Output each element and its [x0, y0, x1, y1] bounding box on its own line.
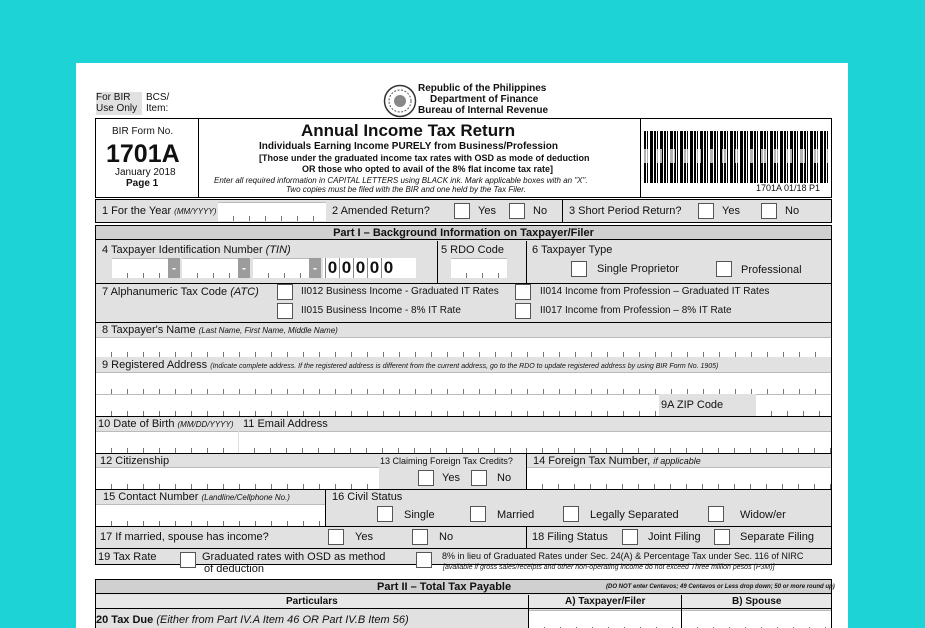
tin-separator: -	[168, 258, 180, 278]
foreign-tin-hint: if applicable	[653, 456, 701, 466]
address-input-line-2[interactable]	[96, 394, 659, 416]
form-date: January 2018	[115, 167, 176, 178]
separate-filing-label: Separate Filing	[740, 531, 814, 543]
contact-label: 15 Contact Number	[103, 491, 199, 503]
form-subtitle: Individuals Earning Income PURELY from Business/Profession	[259, 141, 558, 152]
tin-label: 4 Taxpayer Identification Number	[102, 244, 263, 256]
spouse-income-label: 17 If married, spouse has income?	[100, 531, 269, 543]
separated-checkbox[interactable]	[563, 506, 579, 522]
republic-text: Republic of the Philippines	[418, 83, 547, 94]
foreign-credit-no-label: No	[497, 472, 512, 484]
atc-ii017-label: II017 Income from Profession – 8% IT Rate	[540, 305, 732, 316]
short-period-label: 3 Short Period Return?	[569, 205, 682, 217]
tax-due-label: 20 Tax Due	[96, 614, 154, 626]
department-text: Department of Finance	[430, 94, 539, 105]
tin-part-1[interactable]	[112, 258, 168, 278]
part-2-title: Part II – Total Tax Payable	[377, 581, 512, 593]
single-proprietor-label: Single Proprietor	[597, 263, 679, 275]
spouse-income-no-label: No	[439, 531, 454, 543]
taxpayer-type-label: 6 Taxpayer Type	[532, 244, 613, 256]
single-checkbox[interactable]	[377, 506, 393, 522]
year-input[interactable]	[218, 202, 326, 221]
tin-branch-code[interactable]	[323, 258, 416, 278]
rdo-input[interactable]	[451, 258, 507, 278]
name-input[interactable]	[96, 337, 831, 357]
widow-checkbox[interactable]	[708, 506, 724, 522]
atc-ii014-label: II014 Income from Profession – Graduated IT Rates	[540, 286, 770, 297]
part-1-title: Part I – Background Information on Taxpayer/Filer	[96, 226, 831, 240]
dob-hint: (MM/DD/YYYY)	[177, 420, 234, 429]
contact-input[interactable]	[96, 504, 325, 526]
tin-branch-digit: 0	[367, 258, 381, 278]
filing-status-label: 18 Filing Status	[532, 531, 608, 543]
barcode-code: 1701A 01/18 P1	[756, 183, 821, 193]
tin-separator: -	[309, 258, 321, 278]
spouse-income-yes-checkbox[interactable]	[328, 529, 344, 545]
tin-hint: (TIN)	[265, 244, 291, 256]
row-items-1-3	[95, 199, 832, 223]
address-hint: (Indicate complete address. If the registered address is different from the current address, go to the RDO to update registered address by using BIR Form No. 1905)	[210, 363, 719, 370]
bcs-label: BCS/ Item:	[146, 92, 170, 114]
taxpayer-column-header: A) Taxpayer/Filer	[565, 596, 646, 607]
bir-seal-icon	[383, 84, 417, 118]
form-note-2: OR those who opted to avail of the 8% flat income tax rate]	[302, 164, 554, 174]
tin-branch-digit: 0	[381, 258, 395, 278]
zip-input[interactable]	[756, 394, 831, 416]
atc-ii015-checkbox[interactable]	[277, 303, 293, 319]
graduated-rates-label-2: of deduction	[204, 563, 264, 575]
spouse-income-no-checkbox[interactable]	[412, 529, 428, 545]
joint-filing-checkbox[interactable]	[622, 529, 638, 545]
atc-hint: (ATC)	[230, 286, 259, 298]
tin-branch-digit: 0	[325, 258, 339, 278]
eight-percent-checkbox[interactable]	[416, 552, 432, 568]
tin-branch-digit: 0	[353, 258, 367, 278]
form-instruction-1: Enter all required information in CAPITAL LETTERS using BLACK ink. Mark applicable boxes with an "X".	[214, 176, 588, 185]
amended-no-checkbox[interactable]	[509, 203, 525, 219]
form-title-block	[95, 118, 832, 198]
tin-part-2[interactable]	[182, 258, 238, 278]
form-note-1: [Those under the graduated income tax rates with OSD as mode of deduction	[259, 153, 590, 163]
tax-due-spouse-input[interactable]	[682, 610, 831, 628]
spouse-income-yes-label: Yes	[355, 531, 373, 543]
atc-ii012-label: II012 Business Income - Graduated IT Rates	[301, 286, 499, 297]
name-hint: (Last Name, First Name, Middle Name)	[198, 326, 338, 335]
name-label: 8 Taxpayer's Name	[102, 324, 196, 336]
married-label: Married	[497, 509, 535, 521]
address-label: 9 Registered Address	[102, 359, 208, 371]
professional-label: Professional	[741, 264, 802, 276]
separated-label: Legally Separated	[590, 509, 679, 521]
email-input[interactable]	[239, 431, 831, 453]
amended-label: 2 Amended Return?	[332, 205, 430, 217]
tin-part-3[interactable]	[253, 258, 309, 278]
foreign-credit-no-checkbox[interactable]	[471, 470, 487, 486]
graduated-rates-label-1: Graduated rates with OSD as method	[202, 551, 386, 563]
zip-label: 9A ZIP Code	[661, 399, 724, 411]
single-proprietor-checkbox[interactable]	[571, 261, 587, 277]
atc-ii014-checkbox[interactable]	[515, 284, 531, 300]
short-period-yes-label: Yes	[722, 205, 740, 217]
citizenship-input[interactable]	[96, 467, 379, 489]
single-label: Single	[404, 509, 435, 521]
amended-yes-checkbox[interactable]	[454, 203, 470, 219]
citizenship-label: 12 Citizenship	[100, 455, 170, 467]
short-period-no-label: No	[785, 205, 800, 217]
part-2-note: (DO NOT enter Centavos; 49 Centavos or Less drop down; 50 or more round up)	[606, 584, 835, 590]
year-hint: (MM/YYYY)	[174, 207, 217, 216]
bir-form-page	[76, 63, 848, 628]
foreign-credit-yes-checkbox[interactable]	[418, 470, 434, 486]
bureau-text: Bureau of Internal Revenue	[418, 105, 549, 116]
form-title: Annual Income Tax Return	[301, 121, 516, 140]
form-instruction-2: Two copies must be filed with the BIR and one held by the Tax Filer.	[286, 185, 526, 194]
form-page: Page 1	[126, 178, 159, 189]
graduated-rates-checkbox[interactable]	[180, 552, 196, 568]
foreign-tin-input[interactable]	[527, 467, 831, 489]
atc-label: 7 Alphanumeric Tax Code	[102, 286, 228, 298]
married-checkbox[interactable]	[470, 506, 486, 522]
atc-ii017-checkbox[interactable]	[515, 303, 531, 319]
professional-checkbox[interactable]	[716, 261, 732, 277]
tin-branch-digit: 0	[339, 258, 353, 278]
foreign-tin-label: 14 Foreign Tax Number,	[533, 455, 651, 467]
spouse-column-header: B) Spouse	[732, 596, 782, 607]
rdo-label: 5 RDO Code	[441, 244, 504, 256]
part-1-section	[95, 225, 832, 575]
short-period-yes-checkbox[interactable]	[698, 203, 714, 219]
civil-status-label: 16 Civil Status	[332, 491, 403, 503]
foreign-credit-label: 13 Claiming Foreign Tax Credits?	[380, 456, 513, 466]
form-label: BIR Form No.	[112, 126, 174, 137]
bir-use-label: For BIR Use Only	[96, 92, 142, 115]
particulars-header: Particulars	[286, 596, 338, 607]
tin-separator: -	[238, 258, 250, 278]
widow-label: Widow/er	[740, 509, 786, 521]
form-number: 1701A	[106, 140, 180, 168]
joint-filing-label: Joint Filing	[648, 531, 701, 543]
part-2-section	[95, 579, 835, 628]
tax-due-hint: (Either from Part IV.A Item 46 OR Part IV.B Item 56)	[156, 614, 409, 626]
amended-no-label: No	[533, 205, 548, 217]
separate-filing-checkbox[interactable]	[714, 529, 730, 545]
address-input-line-1[interactable]	[96, 372, 831, 394]
dob-label: 10 Date of Birth	[98, 418, 175, 430]
eight-percent-label-2: [available if gross sales/receipts and other non-operating income do not exceed Three million pesos (P3M)]	[443, 564, 775, 571]
atc-ii012-checkbox[interactable]	[277, 284, 293, 300]
tax-due-taxpayer-input[interactable]	[529, 610, 681, 628]
tax-rate-label: 19 Tax Rate	[98, 551, 157, 563]
dob-input[interactable]	[96, 431, 238, 453]
contact-hint: (Landline/Cellphone No.)	[201, 493, 290, 502]
foreign-credit-yes-label: Yes	[442, 472, 460, 484]
email-label: 11 Email Address	[243, 418, 328, 430]
amended-yes-label: Yes	[478, 205, 496, 217]
eight-percent-label-1: 8% in lieu of Graduated Rates under Sec. 24(A) & Percentage Tax under Sec. 116 of NIRC	[442, 551, 804, 561]
atc-ii015-label: II015 Business Income - 8% IT Rate	[301, 305, 461, 316]
short-period-no-checkbox[interactable]	[761, 203, 777, 219]
year-label: 1 For the Year	[102, 205, 172, 217]
